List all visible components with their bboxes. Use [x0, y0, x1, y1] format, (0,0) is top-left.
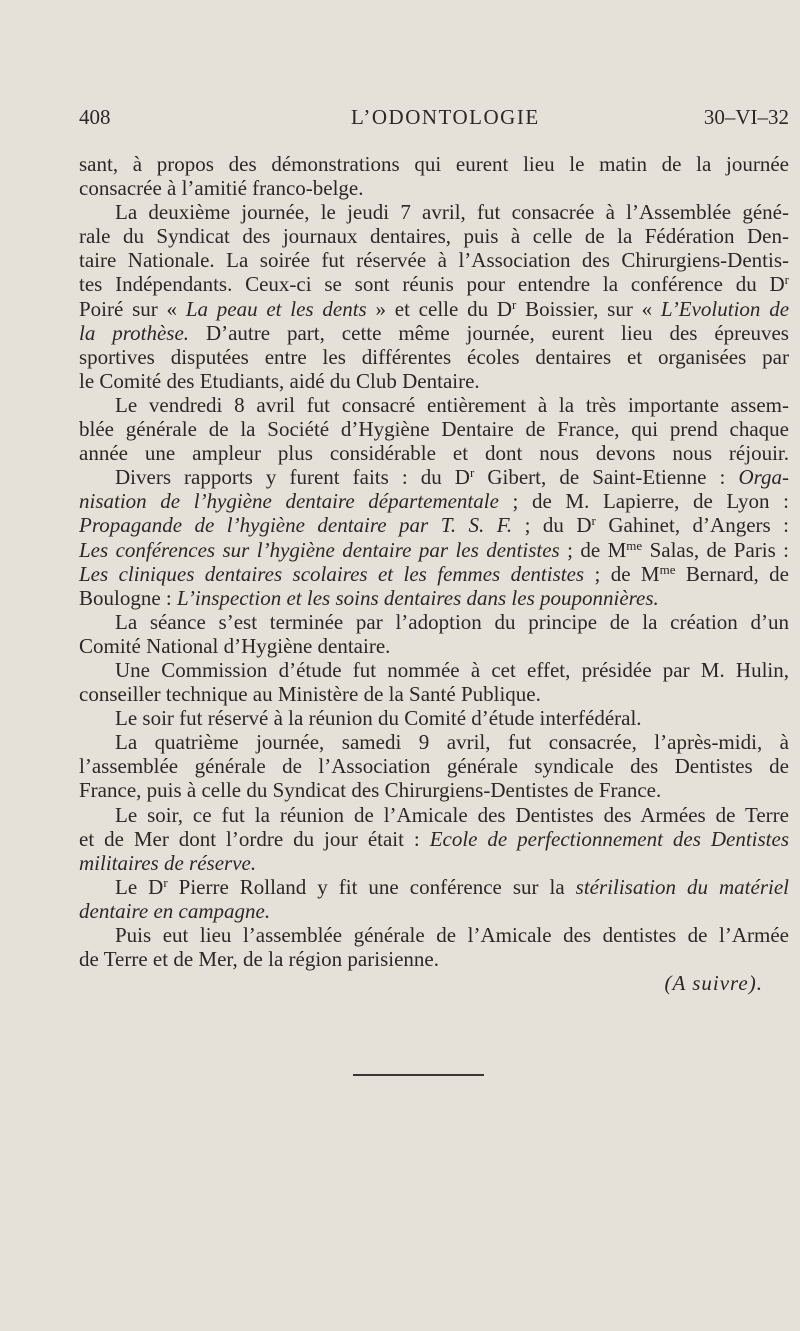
italic-title: nisation de l’hygiène dentaire départementale	[79, 489, 499, 514]
text-line	[79, 297, 789, 321]
text-span: Bernard, de	[675, 561, 789, 586]
text-span: Salas, de Paris :	[642, 537, 790, 562]
text-line: La séance s’est terminée par l’adoption du principe de la création d’un	[115, 609, 789, 634]
text-line	[79, 851, 789, 875]
text-line: le Comité des Etudiants, aidé du Club Dentaire.	[79, 368, 480, 393]
text-line: consacrée à l’amitié franco-belge.	[79, 176, 364, 201]
italic-title: dentaire en campagne.	[79, 898, 271, 923]
text-span: Boulogne :	[79, 585, 177, 610]
text-span: ; de M. Lapierre, de Lyon :	[498, 489, 789, 514]
text-span: ; de M	[584, 561, 660, 586]
text-line	[79, 562, 789, 586]
text-line: Le soir fut réservé à la réunion du Comité d’étude interfédéral.	[115, 706, 642, 731]
text-line	[79, 465, 789, 489]
page-number: 408	[79, 105, 111, 129]
text-line: de Terre et de Mer, de la région parisienne.	[79, 947, 439, 972]
text-line: sant, à propos des démonstrations qui eurent lieu le matin de la journée	[79, 152, 789, 176]
running-header	[79, 105, 789, 139]
closing-rule	[353, 1074, 484, 1076]
text-line: Comité National d’Hygiène dentaire.	[79, 633, 391, 658]
text-line	[79, 875, 789, 899]
text-line	[79, 827, 789, 851]
italic-title: Les cliniques dentaires scolaires et les femmes dentistes	[79, 561, 585, 586]
superscript: me	[659, 561, 676, 577]
to-be-continued	[79, 971, 789, 995]
text-span: Le D	[115, 874, 164, 899]
text-line: blée générale de la Société d’Hygiène Dentaire de France, qui prend chaque	[79, 417, 789, 442]
text-span: » et celle du D	[366, 296, 513, 321]
italic-title: Orga-	[738, 465, 789, 490]
article-text	[79, 152, 789, 995]
text-line	[79, 586, 789, 610]
superscript: r	[784, 272, 789, 288]
text-span: Divers rapports y furent faits : du D	[115, 465, 470, 490]
text-line: Le vendredi 8 avril fut consacré entièrement à la très importante assem-	[115, 392, 789, 417]
text-line	[79, 489, 789, 513]
text-line: année une ampleur plus considérable et dont nous devons nous réjouir.	[79, 441, 789, 466]
text-line: La deuxième journée, le jeudi 7 avril, fut consacrée à l’Assemblée géné-	[115, 200, 789, 225]
issue-date: 30–VI–32	[703, 105, 789, 129]
text-span: Gahinet, d’Angers :	[595, 513, 789, 538]
italic-title: militaires de réserve.	[79, 850, 257, 875]
italic-title: la prothèse.	[79, 320, 190, 345]
text-span: et de Mer dont l’ordre du jour était :	[79, 826, 430, 851]
superscript: r	[512, 296, 517, 312]
text-span: Gibert, de Saint-Etienne :	[474, 465, 739, 490]
superscript: me	[626, 537, 643, 553]
italic-title: Ecole de perfectionnement des Dentistes	[429, 826, 789, 851]
italic-title: Propagande de l’hygiène dentaire par T. S. F.	[79, 513, 513, 538]
italic-title: (A suivre).	[664, 971, 763, 996]
italic-title: L’Evolution de	[660, 296, 790, 321]
text-line	[79, 538, 789, 562]
text-line: rale du Syndicat des journaux dentaires, puis à celle de la Fédération Den-	[79, 224, 789, 249]
text-line: l’assemblée générale de l’Association générale syndicale des Dentistes de	[79, 754, 789, 779]
superscript: r	[163, 874, 168, 890]
text-span: ; de M	[559, 537, 627, 562]
text-line: sportives disputées entre les différentes écoles dentaires et organisées par	[79, 344, 789, 369]
text-span: Pierre Rolland y fit une conférence sur la	[167, 874, 576, 899]
superscript: r	[469, 465, 475, 481]
superscript: r	[591, 513, 596, 529]
text-line	[79, 321, 789, 345]
text-line: Une Commission d’étude fut nommée à cet effet, présidée par M. Hulin,	[115, 657, 789, 682]
journal-title: L’ODONTOLOGIE	[351, 105, 540, 129]
text-line: Le soir, ce fut la réunion de l’Amicale des Dentistes des Armées de Terre	[115, 802, 789, 827]
text-span: D’autre part, cette même journée, eurent lieu des épreuves	[189, 320, 789, 345]
italic-title: stérilisation du matériel	[575, 874, 789, 899]
italic-title: Les conférences sur l’hygiène dentaire par les dentistes	[79, 537, 560, 562]
text-line	[79, 899, 789, 923]
text-line	[79, 513, 789, 537]
text-line: France, puis à celle du Syndicat des Chirurgiens-Dentistes de France.	[79, 778, 662, 803]
text-line: conseiller technique au Ministère de la Santé Publique.	[79, 682, 541, 707]
text-line	[79, 272, 789, 296]
text-span: Poiré sur «	[79, 296, 186, 321]
text-line: Puis eut lieu l’assemblée générale de l’Amicale des dentistes de l’Armée	[115, 923, 789, 947]
text-line: La quatrième journée, samedi 9 avril, fut consacrée, l’après-midi, à	[115, 730, 789, 755]
text-line: taire Nationale. La soirée fut réservée à l’Association des Chirurgiens-Dentis-	[79, 248, 789, 273]
text-span: ; du D	[512, 513, 592, 538]
italic-title: L’inspection et les soins dentaires dans les pouponnières.	[177, 585, 659, 610]
italic-title: La peau et les dents	[185, 296, 367, 321]
text-span: Boissier, sur «	[516, 296, 661, 321]
text-span: tes Indépendants. Ceux-ci se sont réunis pour entendre la conférence du D	[79, 272, 785, 297]
